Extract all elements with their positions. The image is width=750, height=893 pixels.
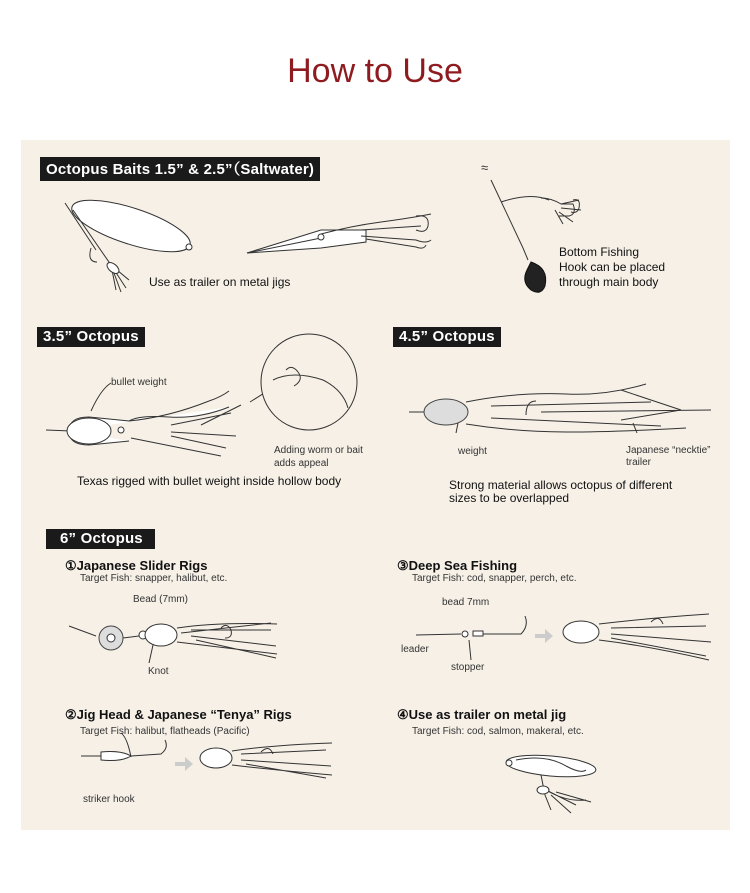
deep-sea-rig-illustration: [416, 614, 711, 660]
rig2-title: ②Jig Head & Japanese “Tenya” Rigs: [65, 707, 292, 722]
rig1-title: ①Japanese Slider Rigs: [65, 558, 208, 573]
tenya-rig-illustration: [81, 733, 332, 778]
rig3-stopper-label: stopper: [451, 662, 485, 673]
worm-label-line1: Adding worm or bait: [274, 445, 363, 456]
necktie-label-line2: trailer: [626, 457, 652, 468]
rig4-target: Target Fish: cod, salmon, makeral, etc.: [412, 726, 584, 737]
texas-rig-caption: Texas rigged with bullet weight inside hollow body: [77, 474, 342, 488]
bottom-caption-line1: Bottom Fishing: [559, 245, 640, 259]
six-inch-rig-illustrations: [21, 140, 730, 830]
rig3-leader-label: leader: [401, 644, 429, 655]
rig1-knot-label: Knot: [148, 666, 169, 677]
worm-label-line2: adds appeal: [274, 458, 329, 469]
saltwater-caption-jigs: Use as trailer on metal jigs: [149, 275, 291, 289]
section-45-header: 4.5” Octopus: [393, 327, 501, 347]
bottom-caption-line2: Hook can be placed: [559, 260, 666, 274]
bottom-caption-line3: through main body: [559, 275, 659, 289]
svg-text:≈: ≈: [481, 160, 489, 175]
weight-label: weight: [458, 446, 487, 457]
rig2-striker-label: striker hook: [83, 794, 135, 805]
rig3-bead-label: bead 7mm: [442, 597, 490, 608]
section-6-header: 6” Octopus: [46, 529, 155, 549]
overlap-caption-line1: Strong material allows octopus of different: [449, 478, 673, 492]
saltwater-header: Octopus Baits 1.5” & 2.5”（Saltwater): [40, 157, 320, 181]
metal-jig-rig-illustration: [505, 752, 596, 813]
rig4-title: ④Use as trailer on metal jig: [397, 707, 567, 722]
overlap-caption-line2: sizes to be overlapped: [449, 491, 570, 505]
rig1-target: Target Fish: snapper, halibut, etc.: [80, 573, 228, 584]
necktie-label-line1: Japanese “necktie”: [626, 445, 711, 456]
rig1-bead-label: Bead (7mm): [133, 594, 189, 605]
section-35-header: 3.5” Octopus: [37, 327, 145, 347]
bullet-weight-label: bullet weight: [111, 377, 167, 388]
rig3-title: ③Deep Sea Fishing: [397, 558, 518, 573]
rig2-target: Target Fish: halibut, flatheads (Pacific): [80, 726, 250, 737]
page-title: How to Use: [287, 52, 463, 90]
slider-rig-illustration: [69, 623, 277, 663]
instructions-panel: [21, 140, 730, 830]
rig3-target: Target Fish: cod, snapper, perch, etc.: [412, 573, 577, 584]
